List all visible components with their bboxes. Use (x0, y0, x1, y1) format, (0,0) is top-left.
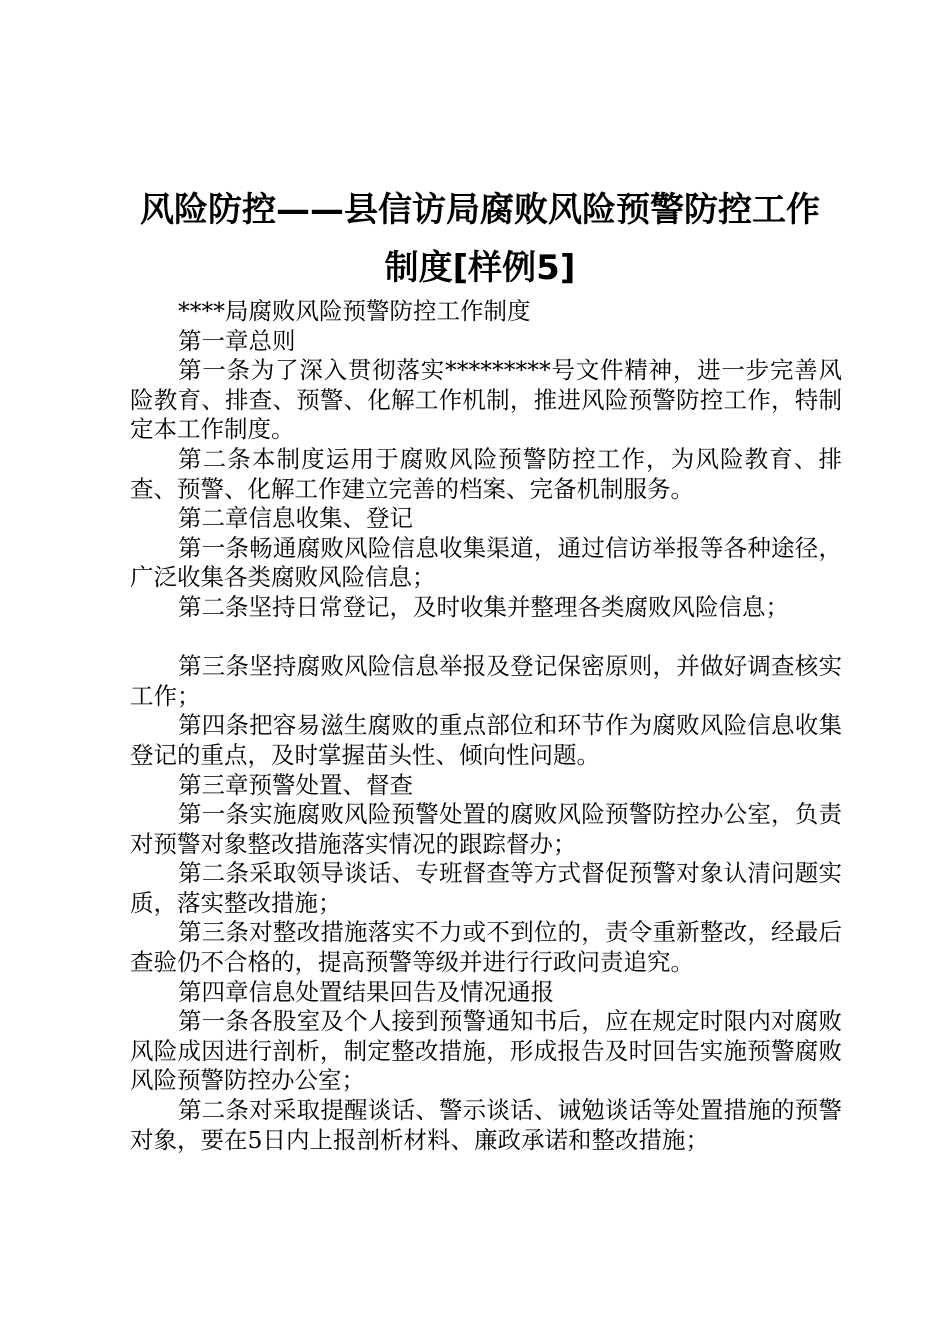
paragraph: 第一条畅通腐败风险信息收集渠道，通过信访举报等各种途径，广泛收集各类腐败风险信息； (130, 533, 842, 592)
chapter-3-heading: 第三章预警处置、督查 (178, 770, 413, 799)
paragraph-subtitle: ****局腐败风险预警防控工作制度 (178, 297, 531, 325)
document-body (130, 297, 842, 1155)
paragraph: 第二条坚持日常登记，及时收集并整理各类腐败风险信息； (178, 592, 789, 621)
paragraph: 第一条为了深入贯彻落实*********号文件精神，进一步完善风险教育、排查、预警、化解工作机制，推进风险预警防控工作，特制定本工作制度。 (130, 356, 842, 444)
document-title-line-2: 制度[样例5] (384, 248, 576, 288)
paragraph: 第一条实施腐败风险预警处置的腐败风险预警防控办公室，负责对预警对象整改措施落实情况的跟踪督办； (130, 800, 842, 858)
paragraph: 第三条对整改措施落实不力或不到位的，责令重新整改，经最后查验仍不合格的，提高预警等级并进行行政问责追究。 (130, 918, 842, 977)
paragraph: 第二条采取领导谈话、专班督查等方式督促预警对象认清问题实质，落实整改措施； (130, 859, 842, 917)
blank-line (130, 623, 842, 653)
paragraph: 第二条对采取提醒谈话、警示谈话、诫勉谈话等处置措施的预警对象，要在5日内上报剖析材料、廉政承诺和整改措施； (130, 1096, 842, 1154)
paragraph: 第二条本制度运用于腐败风险预警防控工作，为风险教育、排查、预警、化解工作建立完善的档案、完备机制服务。 (130, 444, 842, 503)
paragraph: 第三条坚持腐败风险信息举报及登记保密原则，并做好调查核实工作； (130, 652, 842, 710)
chapter-1-heading: 第一章总则 (178, 326, 296, 355)
paragraph: 第一条各股室及个人接到预警通知书后，应在规定时限内对腐败风险成因进行剖析，制定整改措施，形成报告及时回告实施预警腐败风险预警防控办公室； (130, 1007, 842, 1095)
document-title-line-1: 风险防控——县信访局腐败风险预警防控工作 (140, 190, 820, 230)
chapter-4-heading: 第四章信息处置结果回告及情况通报 (178, 977, 554, 1006)
chapter-2-heading: 第二章信息收集、登记 (178, 504, 413, 533)
paragraph: 第四条把容易滋生腐败的重点部位和环节作为腐败风险信息收集登记的重点，及时掌握苗头性、倾向性问题。 (130, 711, 842, 769)
